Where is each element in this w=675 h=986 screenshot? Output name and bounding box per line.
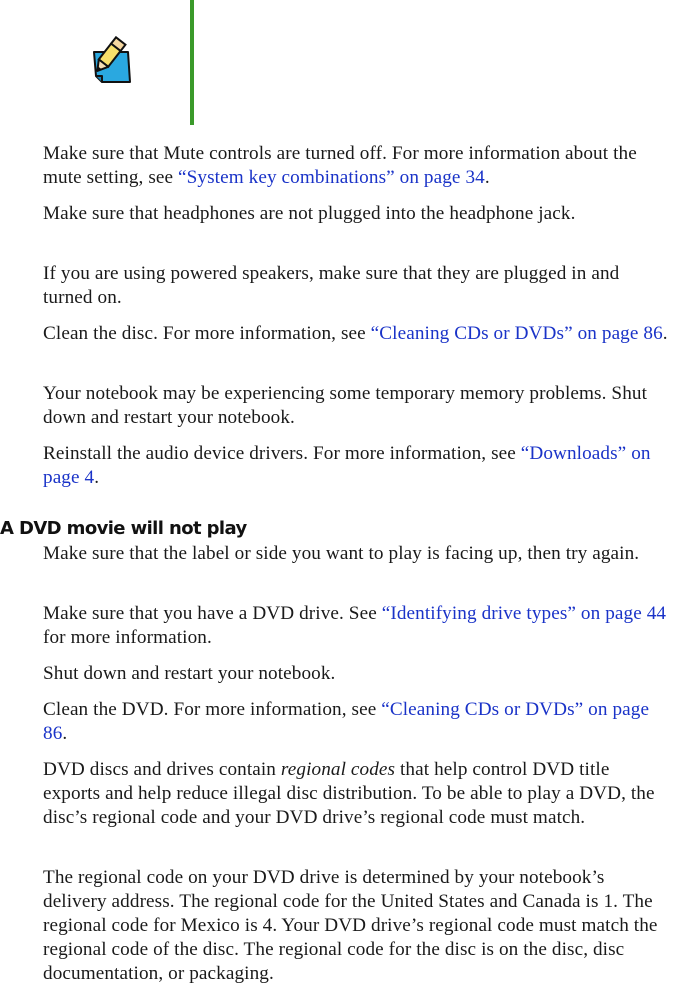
paragraph-text: Make sure that Mute controls are turned off. For more information about the mute setting, see bbox=[43, 143, 637, 188]
paragraph-text: Clean the disc. For more information, see bbox=[43, 323, 371, 344]
clean-disc-paragraph bbox=[43, 322, 671, 346]
restart-paragraph bbox=[43, 662, 671, 686]
paragraph-text: Make sure that headphones are not plugged into the headphone jack. bbox=[43, 203, 576, 224]
headphone-jack-paragraph bbox=[43, 202, 671, 226]
regional-codes-paragraph bbox=[43, 758, 671, 830]
note-divider-rule bbox=[190, 0, 194, 125]
paragraph-text: Shut down and restart your notebook. bbox=[43, 663, 336, 684]
paragraph-text: for more information. bbox=[43, 627, 212, 648]
paragraph-text: that help control DVD title exports and help reduce illegal disc distribution. To be able to play a DVD, the disc’s regional code and your DVD drive’s regional code must match. bbox=[43, 759, 655, 828]
clean-dvd-paragraph bbox=[43, 698, 671, 746]
mute-controls-paragraph bbox=[43, 142, 671, 190]
regional-codes-term: regional codes bbox=[280, 759, 396, 780]
powered-speakers-paragraph bbox=[43, 262, 671, 310]
paragraph-text: Clean the DVD. For more information, see bbox=[43, 699, 382, 720]
system-key-combinations-link[interactable]: “System key combinations” on page 34 bbox=[178, 167, 485, 188]
cleaning-cds-dvds-link[interactable]: “Cleaning CDs or DVDs” on page 86 bbox=[370, 323, 663, 344]
regional-code-details-paragraph bbox=[43, 866, 671, 986]
paragraph-text: Reinstall the audio device drivers. For more information, see bbox=[43, 443, 521, 464]
paragraph-text: . bbox=[62, 723, 68, 744]
cleaning-cds-dvds-link[interactable]: “Cleaning CDs or DVDs” on page 86 bbox=[43, 699, 650, 744]
dvd-movie-heading: A DVD movie will not play bbox=[0, 518, 247, 539]
identifying-drive-types-link[interactable]: “Identifying drive types” on page 44 bbox=[381, 603, 667, 624]
paragraph-text: Make sure that the label or side you want to play is facing up, then try again. bbox=[43, 543, 640, 564]
pencil-note-icon bbox=[86, 36, 138, 84]
paragraph-text: Make sure that you have a DVD drive. See bbox=[43, 603, 382, 624]
dvd-drive-paragraph bbox=[43, 602, 671, 650]
label-side-paragraph bbox=[43, 542, 671, 566]
paragraph-text: . bbox=[484, 167, 490, 188]
memory-problems-paragraph bbox=[43, 382, 671, 430]
paragraph-text: If you are using powered speakers, make sure that they are plugged in and turned on. bbox=[43, 263, 620, 308]
paragraph-text: Your notebook may be experiencing some temporary memory problems. Shut down and restart your notebook. bbox=[43, 383, 648, 428]
paragraph-text: . bbox=[94, 467, 100, 488]
reinstall-drivers-paragraph bbox=[43, 442, 671, 490]
paragraph-text: DVD discs and drives contain bbox=[43, 759, 281, 780]
paragraph-text: . bbox=[662, 323, 668, 344]
downloads-link[interactable]: “Downloads” on page 4 bbox=[43, 443, 651, 488]
paragraph-text: The regional code on your DVD drive is determined by your notebook’s delivery address. The regional code for the United States and Canada is 1. The regional code for Mexico is 4. Your DVD drive’s regional code must match the regional code of the disc. The regional code for the disc is on the disc, disc documentation, or packaging. bbox=[43, 867, 658, 984]
